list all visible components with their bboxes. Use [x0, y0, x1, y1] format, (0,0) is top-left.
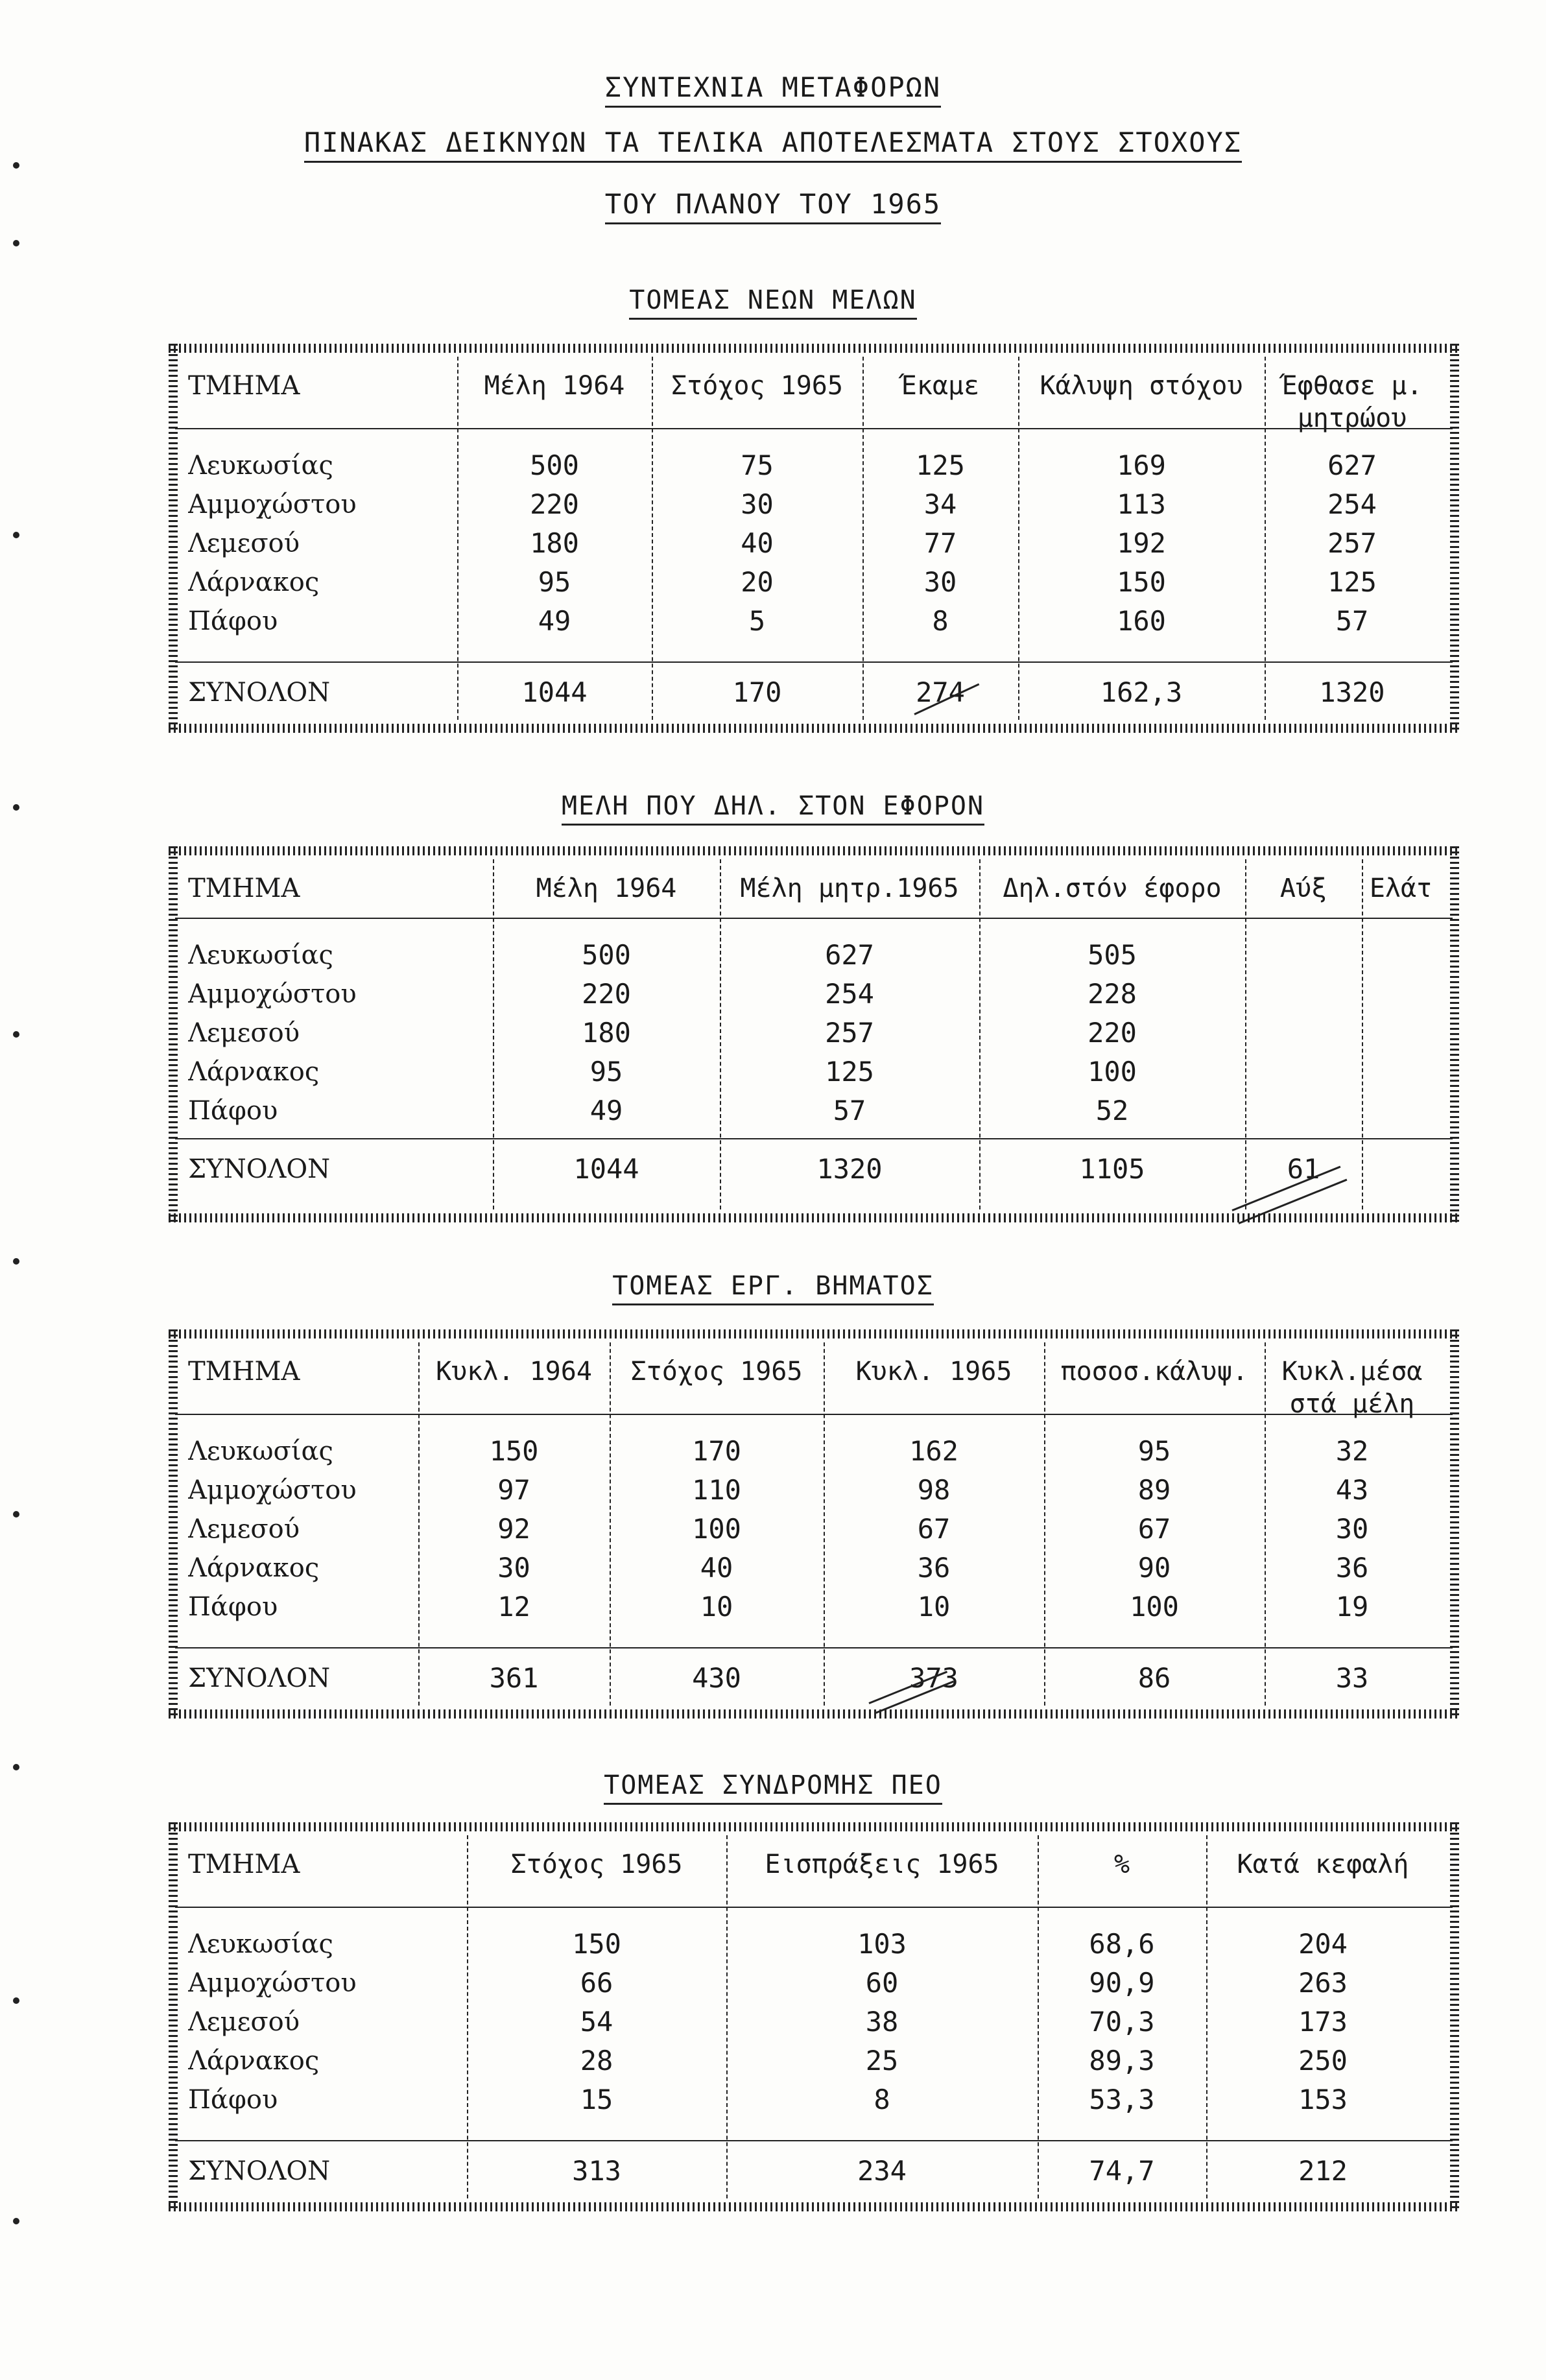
table-cell: 220: [1088, 1017, 1137, 1049]
row-label: Πάφου: [188, 606, 278, 636]
table-cell: 89,3: [1089, 2045, 1155, 2077]
table-border-bottom: [169, 1709, 1459, 1719]
row-label: Αμμοχώστου: [188, 1475, 357, 1505]
table-cell: 15: [580, 2084, 613, 2115]
table-cell: 30: [497, 1552, 530, 1584]
column-separator: [1038, 1835, 1039, 2198]
column-separator: [1265, 357, 1266, 720]
table-cell: 228: [1088, 978, 1137, 1010]
table-cell: 53,3: [1089, 2084, 1155, 2115]
title-text: ΣΥΝΤΕΧΝΙΑ ΜΕΤΑΦΟΡΩΝ: [605, 71, 941, 108]
header-rule: [175, 428, 1453, 429]
margin-dot: [13, 532, 19, 538]
total-cell: 1320: [1319, 676, 1385, 708]
margin-dot: [13, 1031, 19, 1038]
column-separator: [467, 1835, 468, 2198]
row-label: Λάρνακος: [188, 1057, 320, 1087]
total-rule: [175, 1138, 1453, 1139]
column-separator: [726, 1835, 728, 2198]
margin-dot: [13, 1258, 19, 1265]
table-border-left: [169, 846, 178, 1222]
row-label: Λάρνακος: [188, 2046, 320, 2076]
column-separator: [979, 859, 981, 1209]
total-cell: 74,7: [1089, 2155, 1155, 2187]
table-cell: 192: [1117, 527, 1166, 559]
table-cell: 67: [917, 1513, 951, 1545]
column-header: Δηλ.στόν έφορο: [1003, 874, 1222, 903]
table-cell: 153: [1298, 2084, 1348, 2115]
total-cell: 33: [1335, 1662, 1369, 1694]
table-cell: 98: [917, 1474, 951, 1506]
table-cell: 110: [692, 1474, 741, 1506]
table-cell: 25: [865, 2045, 899, 2077]
table-cell: 125: [825, 1056, 874, 1088]
column-separator: [457, 357, 458, 720]
table-border-bottom: [169, 724, 1459, 733]
total-cell: 170: [732, 676, 782, 708]
table-subscription: [169, 1822, 1459, 2211]
margin-dot: [13, 1764, 19, 1770]
table-cell: 220: [530, 488, 579, 520]
margin-dot: [13, 162, 19, 169]
document-title: [0, 71, 1546, 103]
row-label: Αμμοχώστου: [188, 979, 357, 1009]
table-border-right: [1450, 1329, 1459, 1719]
table-cell: 90: [1137, 1552, 1171, 1584]
section-title-text: ΜΕΛΗ ΠΟΥ ΔΗΛ. ΣΤΟΝ ΕΦΟΡΟΝ: [562, 791, 984, 826]
table-cell: 113: [1117, 488, 1166, 520]
table-cell: 12: [497, 1591, 530, 1623]
margin-dot: [13, 2218, 19, 2224]
table-border-top: [169, 344, 1459, 353]
table-cell: 36: [917, 1552, 951, 1584]
table-cell: 36: [1335, 1552, 1369, 1584]
column-header: ΤΜΗΜΑ: [188, 1357, 300, 1386]
section-title-text: ΤΟΜΕΑΣ ΣΥΝΔΡΟΜΗΣ ΠΕΟ: [604, 1770, 942, 1805]
total-label: ΣΥΝΟΛΟΝ: [188, 1154, 331, 1184]
total-label: ΣΥΝΟΛΟΝ: [188, 678, 331, 708]
table-cell: 263: [1298, 1967, 1348, 1999]
table-workers-tribune: [169, 1329, 1459, 1719]
table-cell: 160: [1117, 605, 1166, 637]
table-cell: 66: [580, 1967, 613, 1999]
section-title-registered-members: [0, 791, 1546, 821]
table-cell: 150: [489, 1435, 539, 1467]
column-separator: [1044, 1342, 1045, 1706]
header-rule: [175, 918, 1453, 919]
row-label: Λεμεσού: [188, 529, 300, 558]
row-label: Λεμεσού: [188, 1018, 300, 1048]
total-rule: [175, 1647, 1453, 1648]
total-cell: 86: [1137, 1662, 1171, 1694]
column-separator: [652, 357, 653, 720]
table-cell: 100: [1130, 1591, 1179, 1623]
table-cell: 257: [1327, 527, 1377, 559]
table-cell: 70,3: [1089, 2006, 1155, 2038]
table-border-top: [169, 1329, 1459, 1339]
column-separator: [720, 859, 721, 1209]
row-label: Λευκωσίας: [188, 940, 333, 970]
column-separator: [1265, 1342, 1266, 1706]
table-cell: 67: [1137, 1513, 1171, 1545]
table-cell: 54: [580, 2006, 613, 2038]
column-header: ποσοσ.κάλυψ.: [1060, 1357, 1248, 1386]
table-cell: 97: [497, 1474, 530, 1506]
total-cell: 361: [489, 1662, 539, 1694]
table-cell: 57: [1335, 605, 1369, 637]
margin-dot: [13, 1511, 19, 1517]
column-header: Μέλη 1964: [536, 874, 677, 903]
section-title-new-members: [0, 285, 1546, 315]
table-cell: 100: [1088, 1056, 1137, 1088]
column-separator: [418, 1342, 420, 1706]
table-border-right: [1450, 344, 1459, 733]
table-cell: 60: [865, 1967, 899, 1999]
column-separator: [610, 1342, 611, 1706]
table-cell: 20: [741, 566, 774, 598]
table-cell: 57: [833, 1095, 866, 1126]
table-cell: 49: [589, 1095, 623, 1126]
column-separator: [1206, 1835, 1207, 2198]
section-title-subscription: [0, 1770, 1546, 1800]
margin-dot: [13, 804, 19, 811]
table-cell: 77: [923, 527, 957, 559]
total-cell: 430: [692, 1662, 741, 1694]
total-cell: 1320: [816, 1153, 883, 1185]
column-header: Κυκλ. 1964: [436, 1357, 592, 1386]
total-cell: 1044: [573, 1153, 639, 1185]
column-header: Στόχος 1965: [510, 1850, 683, 1879]
total-cell: 162,3: [1100, 676, 1183, 708]
column-separator: [1018, 357, 1019, 720]
table-cell: 125: [1327, 566, 1377, 598]
table-cell: 95: [538, 566, 571, 598]
column-header: Μέλη 1964: [484, 371, 625, 401]
table-cell: 28: [580, 2045, 613, 2077]
table-cell: 150: [572, 1928, 621, 1960]
total-label: ΣΥΝΟΛΟΝ: [188, 1663, 331, 1693]
table-cell: 34: [923, 488, 957, 520]
total-label: ΣΥΝΟΛΟΝ: [188, 2156, 331, 2186]
table-cell: 92: [497, 1513, 530, 1545]
table-cell: 95: [589, 1056, 623, 1088]
column-header: ΤΜΗΜΑ: [188, 874, 300, 903]
table-cell: 500: [582, 939, 631, 971]
table-cell: 40: [700, 1552, 733, 1584]
table-cell: 30: [923, 566, 957, 598]
table-border-bottom: [169, 1213, 1459, 1222]
table-cell: 169: [1117, 449, 1166, 481]
header-rule: [175, 1414, 1453, 1415]
total-cell: 212: [1298, 2155, 1348, 2187]
table-cell: 257: [825, 1017, 874, 1049]
table-cell: 32: [1335, 1435, 1369, 1467]
column-separator: [493, 859, 494, 1209]
table-cell: 89: [1137, 1474, 1171, 1506]
table-cell: 8: [874, 2084, 890, 2115]
table-cell: 162: [909, 1435, 958, 1467]
section-title-workers-tribune: [0, 1271, 1546, 1301]
column-header: Στόχος 1965: [671, 371, 843, 401]
table-cell: 30: [741, 488, 774, 520]
table-border-top: [169, 1822, 1459, 1831]
total-cell: 1105: [1079, 1153, 1145, 1185]
column-header: Ελάτ: [1369, 874, 1433, 903]
subtitle-text: ΠΙΝΑΚΑΣ ΔΕΙΚΝΥΩΝ ΤΑ ΤΕΛΙΚΑ ΑΠΟΤΕΛΕΣΜΑΤΑ ΣΤΟΥΣ ΣΤΟΧΟΥΣ: [304, 126, 1242, 163]
total-cell: 61: [1287, 1153, 1320, 1185]
document-subtitle-2: [0, 188, 1546, 220]
section-title-text: ΤΟΜΕΑΣ ΝΕΩΝ ΜΕΛΩΝ: [629, 285, 916, 320]
table-cell: 180: [530, 527, 579, 559]
margin-dot: [13, 1997, 19, 2004]
column-separator: [1245, 859, 1246, 1209]
table-cell: 75: [741, 449, 774, 481]
total-rule: [175, 661, 1453, 663]
table-cell: 180: [582, 1017, 631, 1049]
table-cell: 95: [1137, 1435, 1171, 1467]
table-cell: 627: [1327, 449, 1377, 481]
table-cell: 43: [1335, 1474, 1369, 1506]
row-label: Πάφου: [188, 2085, 278, 2115]
table-cell: 220: [582, 978, 631, 1010]
table-cell: 90,9: [1089, 1967, 1155, 1999]
table-cell: 170: [692, 1435, 741, 1467]
column-separator: [824, 1342, 825, 1706]
table-cell: 49: [538, 605, 571, 637]
total-cell: 313: [572, 2155, 621, 2187]
table-cell: 100: [692, 1513, 741, 1545]
header-rule: [175, 1907, 1453, 1908]
table-border-right: [1450, 1822, 1459, 2211]
column-header: Έφθασε μ. μητρώου: [1281, 371, 1423, 433]
document-subtitle: [0, 126, 1546, 158]
row-label: Αμμοχώστου: [188, 490, 357, 519]
table-cell: 5: [748, 605, 766, 637]
table-border-left: [169, 1329, 178, 1719]
column-separator: [862, 357, 864, 720]
table-border-top: [169, 846, 1459, 855]
table-cell: 40: [741, 527, 774, 559]
row-label: Πάφου: [188, 1592, 278, 1622]
table-cell: 150: [1117, 566, 1166, 598]
table-border-left: [169, 1822, 178, 2211]
table-cell: 125: [916, 449, 965, 481]
table-cell: 52: [1095, 1095, 1129, 1126]
table-border-right: [1450, 846, 1459, 1222]
table-cell: 627: [825, 939, 874, 971]
table-cell: 103: [857, 1928, 907, 1960]
table-cell: 500: [530, 449, 579, 481]
row-label: Λάρνακος: [188, 567, 320, 597]
column-header: Κυκλ.μέσα στά μέλη: [1281, 1357, 1423, 1419]
column-header: Κατά κεφαλή: [1237, 1850, 1409, 1879]
row-label: Λεμεσού: [188, 2007, 300, 2037]
column-header: Έκαμε: [901, 371, 980, 401]
table-cell: 254: [825, 978, 874, 1010]
table-registered-members: [169, 846, 1459, 1222]
column-separator: [1362, 859, 1363, 1209]
table-cell: 254: [1327, 488, 1377, 520]
table-cell: 10: [917, 1591, 951, 1623]
column-header: ΤΜΗΜΑ: [188, 371, 300, 401]
table-cell: 505: [1088, 939, 1137, 971]
table-border-left: [169, 344, 178, 733]
table-cell: 10: [700, 1591, 733, 1623]
row-label: Αμμοχώστου: [188, 1968, 357, 1998]
total-cell: 373: [909, 1662, 958, 1694]
row-label: Πάφου: [188, 1096, 278, 1126]
column-header: Αύξ: [1279, 874, 1327, 903]
row-label: Λάρνακος: [188, 1553, 320, 1583]
row-label: Λευκωσίας: [188, 1436, 333, 1466]
table-cell: 250: [1298, 2045, 1348, 2077]
row-label: Λευκωσίας: [188, 1929, 333, 1959]
column-header: Κάλυψη στόχου: [1040, 371, 1243, 401]
column-header: Εισπράξεις 1965: [765, 1850, 999, 1879]
margin-dot: [13, 240, 19, 246]
total-cell: 274: [916, 676, 965, 708]
table-cell: 204: [1298, 1928, 1348, 1960]
table-cell: 173: [1298, 2006, 1348, 2038]
table-cell: 30: [1335, 1513, 1369, 1545]
table-cell: 8: [932, 605, 949, 637]
table-border-bottom: [169, 2202, 1459, 2211]
column-header: Κυκλ. 1965: [855, 1357, 1012, 1386]
column-header: %: [1113, 1850, 1130, 1879]
subtitle-2-text: ΤΟΥ ΠΛΑΝΟΥ ΤΟΥ 1965: [605, 188, 941, 224]
total-cell: 234: [857, 2155, 907, 2187]
row-label: Λεμεσού: [188, 1514, 300, 1544]
row-label: Λευκωσίας: [188, 451, 333, 481]
table-new-members: [169, 344, 1459, 733]
section-title-text: ΤΟΜΕΑΣ ΕΡΓ. ΒΗΜΑΤΟΣ: [612, 1271, 934, 1305]
total-cell: 1044: [521, 676, 588, 708]
column-header: Μέλη μητρ.1965: [740, 874, 959, 903]
column-header: ΤΜΗΜΑ: [188, 1850, 300, 1879]
table-cell: 38: [865, 2006, 899, 2038]
table-cell: 19: [1335, 1591, 1369, 1623]
total-rule: [175, 2140, 1453, 2141]
table-cell: 68,6: [1089, 1928, 1155, 1960]
column-header: Στόχος 1965: [630, 1357, 803, 1386]
